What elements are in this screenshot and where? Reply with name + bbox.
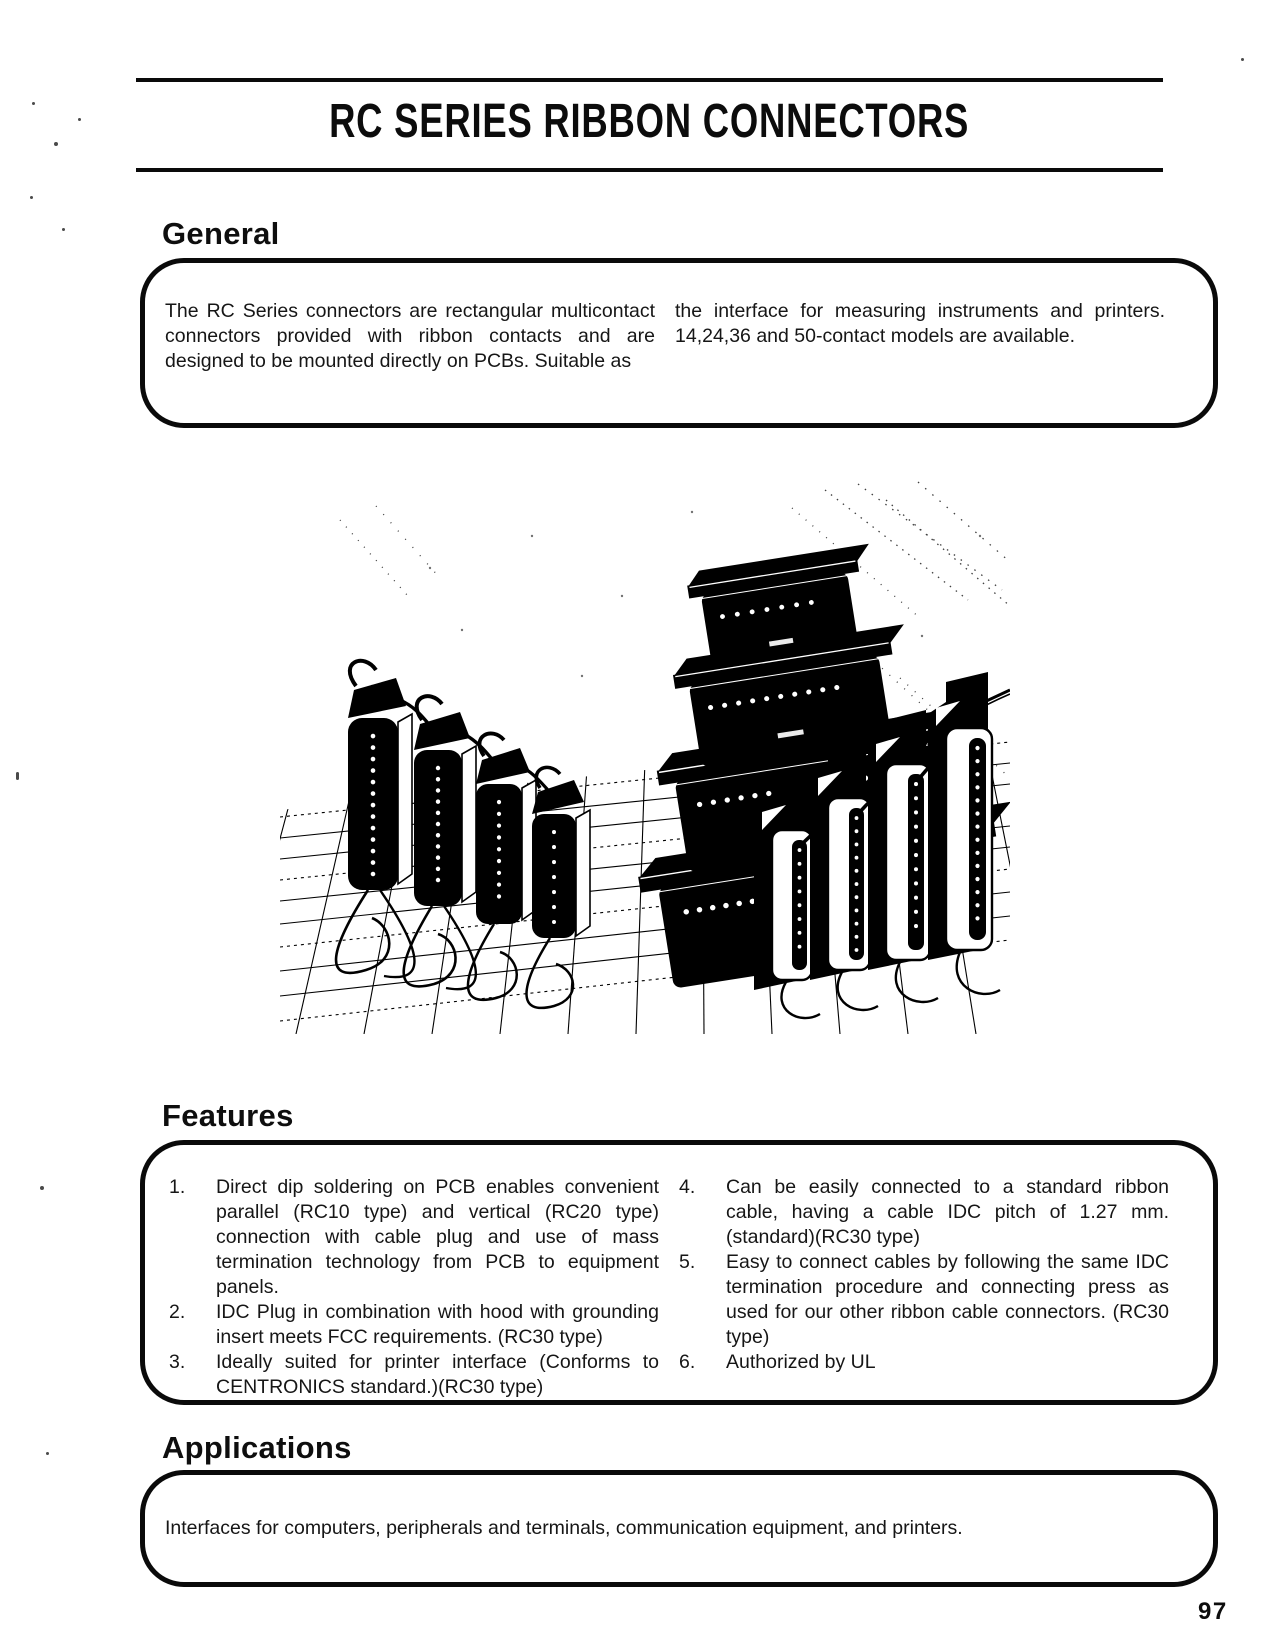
features-box xyxy=(140,1140,1218,1405)
general-box xyxy=(140,258,1218,428)
applications-text: Interfaces for computers, peripherals and terminals, communication equipment, and printers. xyxy=(165,1517,963,1539)
connector-group-left xyxy=(336,661,590,1008)
page-title-text: RC SERIES RIBBON CONNECTORS xyxy=(329,95,970,148)
feature-item xyxy=(169,1175,669,1300)
feature-text: Ideally suited for printer interface (Conforms to CENTRONICS standard.)(RC30 type) xyxy=(216,1351,659,1398)
section-heading-applications: Applications xyxy=(162,1430,352,1465)
halftone-speckles xyxy=(371,511,981,687)
general-paragraph-left: The RC Series connectors are rectangular multicontact connectors provided with ribbon contacts and are designed to be mounted directly on PCBs. Suitable as xyxy=(165,300,655,372)
feature-text: Direct dip soldering on PCB enables convenient parallel (RC10 type) and vertical (RC20 type) connection with cable plug and use of mass termination technology from PCB to equipment panels. xyxy=(216,1176,659,1298)
feature-text: Authorized by UL xyxy=(726,1351,876,1373)
page-number: 97 xyxy=(1198,1598,1228,1625)
features-column-left xyxy=(169,1175,669,1400)
feature-text: Can be easily connected to a standard ribbon cable, having a cable IDC pitch of 1.27 mm. (standard)(RC30 type) xyxy=(726,1176,1169,1248)
feature-number: 3. xyxy=(169,1351,186,1373)
feature-item xyxy=(679,1175,1179,1250)
feature-item xyxy=(169,1350,669,1400)
feature-text: IDC Plug in combination with hood with grounding insert meets FCC requirements. (RC30 type) xyxy=(216,1301,659,1348)
section-heading-general: General xyxy=(162,216,280,251)
header-rule-top xyxy=(136,78,1163,82)
feature-number: 6. xyxy=(679,1351,696,1373)
header-rule-bottom xyxy=(136,168,1163,172)
feature-item xyxy=(679,1350,1179,1375)
feature-number: 2. xyxy=(169,1301,186,1323)
features-column-right xyxy=(679,1175,1179,1400)
general-paragraph-right: the interface for measuring instruments and printers. 14,24,36 and 50-contact models are available. xyxy=(675,300,1165,347)
applications-box xyxy=(140,1470,1218,1587)
product-photo xyxy=(280,478,1010,1034)
feature-text: Easy to connect cables by following the same IDC termination procedure and connecting press as used for our other ribbon cable connectors. (RC30 type) xyxy=(726,1251,1169,1348)
feature-number: 5. xyxy=(679,1251,696,1273)
section-heading-features: Features xyxy=(162,1098,294,1133)
feature-item xyxy=(169,1300,669,1350)
feature-number: 1. xyxy=(169,1176,186,1198)
feature-number: 4. xyxy=(679,1176,696,1198)
page-title xyxy=(136,94,1163,149)
feature-item xyxy=(679,1250,1179,1350)
